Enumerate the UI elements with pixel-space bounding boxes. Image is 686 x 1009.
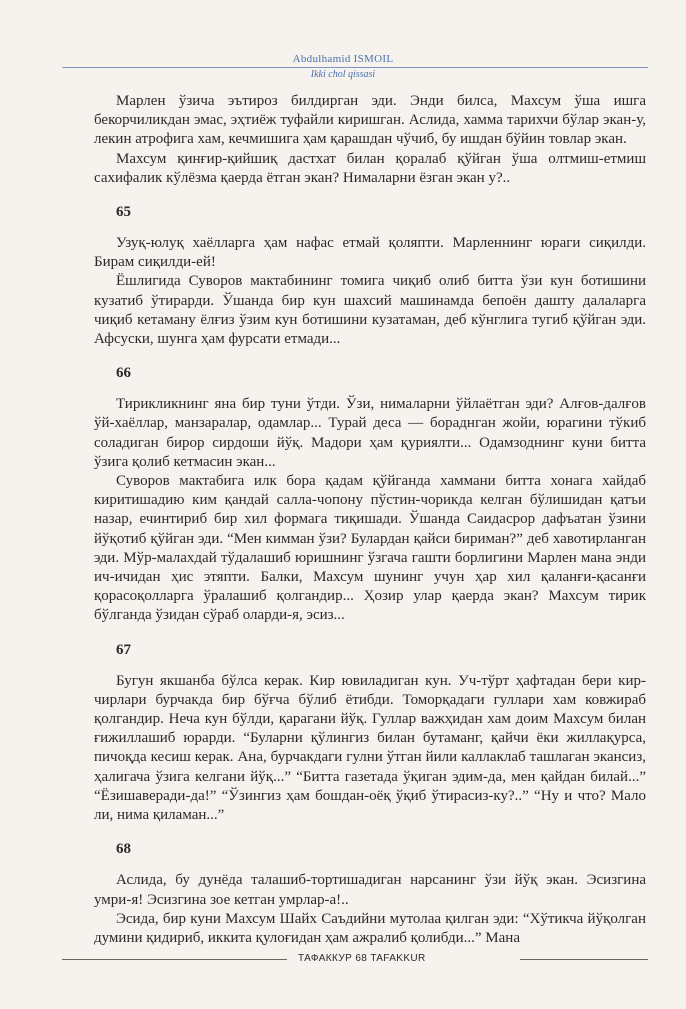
paragraph: Махсум қинғир-қийшиқ дастхат билан қоралаб қўйган ўша олтмиш-етмиш сахифалик кўлёзма қаерда ётган экан? Нималарни ёзган экан у?.. bbox=[94, 150, 646, 186]
footer-page-label: ТАФАККУР 68 TAFAKKUR bbox=[298, 953, 426, 964]
footer-rule-left bbox=[62, 959, 287, 960]
section-number: 67 bbox=[116, 641, 131, 658]
paragraph: Ёшлигида Суворов мактабининг томига чиқиб олиб битта ўзи кун ботишини кузатиб ўтирарди. Ўшанда бир кун шахсий машинамда бепоён даштy далаларга чиқиб кетаману ёлғиз ўзим кун ботишини кузатаман, деб кўнглига тугиб қўйган эди. Афсуски, шунга ҳам фурсати етмади... bbox=[94, 273, 646, 348]
paragraph: Бугун якшанба бўлса керак. Кир ювиладиган кун. Уч-тўрт ҳафтадан бери кир-чирлари бурчакда бир бўғча бўлиб ётибди. Томорқадаги гуллари хам ковжираб қолгандир. Неча кун бўлди, қарагани йўқ. Гуллар важҳидан хам доим Махсум билан ғижиллашиб юрарди. “Буларни қўлингиз билан бутаманг, қайчи ёки жиллақурса, пичоқда кесиш керак. Ана, бурчакдаги гулни ўтган йили каллаклаб ташлаган экансиз, ҳалигача ўзига келгани йўқ...” “Битта газетада ўқиган эдим-да, мен қайдан билай...” “Ёзишаверади-да!” “Ўзингиз ҳам бошдан-оёқ ўқиб ўтирасиз-ку?..” “Ну и что? Мало ли, нима қиламан...” bbox=[94, 672, 646, 824]
paragraph: Эсида, бир куни Махсум Шайх Саъдийни мутолаа қилган эди: “Хўтикча йўқолган думини қидириб, иккита қулоғидан ҳам ажралиб қолибди...” Мана bbox=[94, 910, 646, 946]
paragraph: Тирикликнинг яна бир туни ўтди. Ўзи, нималарни ўйлаётган эди? Алғов-далғов ўй-хаёллар, манзаралар, одамлар... Турай деса — бораднган жойи, юрагини тўкиб соладиган бирор сирдоши йўқ. Мадори ҳам қуриялти... Одамзоднинг куни битта ўзига қолиб кетмасин экан... bbox=[94, 396, 646, 470]
section-number: 65 bbox=[116, 204, 131, 221]
page-footer bbox=[62, 952, 648, 966]
page-body bbox=[94, 92, 646, 948]
page-header bbox=[0, 52, 686, 82]
paragraph: Узуқ-юлуқ хаёлларга ҳам нафас етмай қоляпти. Марленнинг юраги сиқилди. Бирам сиқилди-ей! bbox=[94, 235, 646, 271]
header-subtitle: Ikki chol qissasi bbox=[310, 69, 376, 80]
footer-rule-right bbox=[520, 959, 648, 960]
header-rule bbox=[62, 67, 648, 68]
paragraph: Суворов мактабига илк бора қадам қўйганда хаммани битта хонага хайдаб киритишадию ким қандай салла-чопону пўстин-чорикда келган бўлишидан қатъи назар, ечинтириб бир хил формага тиқишади. Ўшанда Саидасрор дафъатан ўзини йўқотиб қўйган эди. “Мен кимман ўзи? Булардан қайси бириман?” деб хавотирланган эди. Мўр-малахдай тўдалашиб юришнинг ўзгача гашти борлигини Марлен мана энди ич-ичидан ҳис этяпти. Балки, Махсум шунинг учун ҳар хил қаланғи-қасанғи қорасоқолларга ўралашиб қолгандир... Ҳозир улар қаерда экан? Махсум тирик бўлганда ўзидан сўраб оларди-я, эсиз... bbox=[94, 473, 646, 624]
section-number: 68 bbox=[116, 841, 131, 858]
header-author: Abdulhamid ISMOIL bbox=[292, 53, 394, 65]
paragraph: Марлен ўзича эътироз билдирган эди. Энди билса, Махсум ўша ишга бекорчиликдан эмас, эҳтиёж туфайли киришган. Аслида, хамма тарихчи бўлар экан-у, лекин атрофига хам, кечмишига ҳам қарашдан чўчиб, бу ишдан бўйин товлар экан. bbox=[94, 93, 646, 148]
paragraph: Аслида, бу дунёда талашиб-тортишадиган нарсанинг ўзи йўқ экан. Эсизгина умри-я! Эсизгина зое кетган умрлар-а!.. bbox=[94, 872, 646, 908]
section-number: 66 bbox=[116, 365, 131, 382]
